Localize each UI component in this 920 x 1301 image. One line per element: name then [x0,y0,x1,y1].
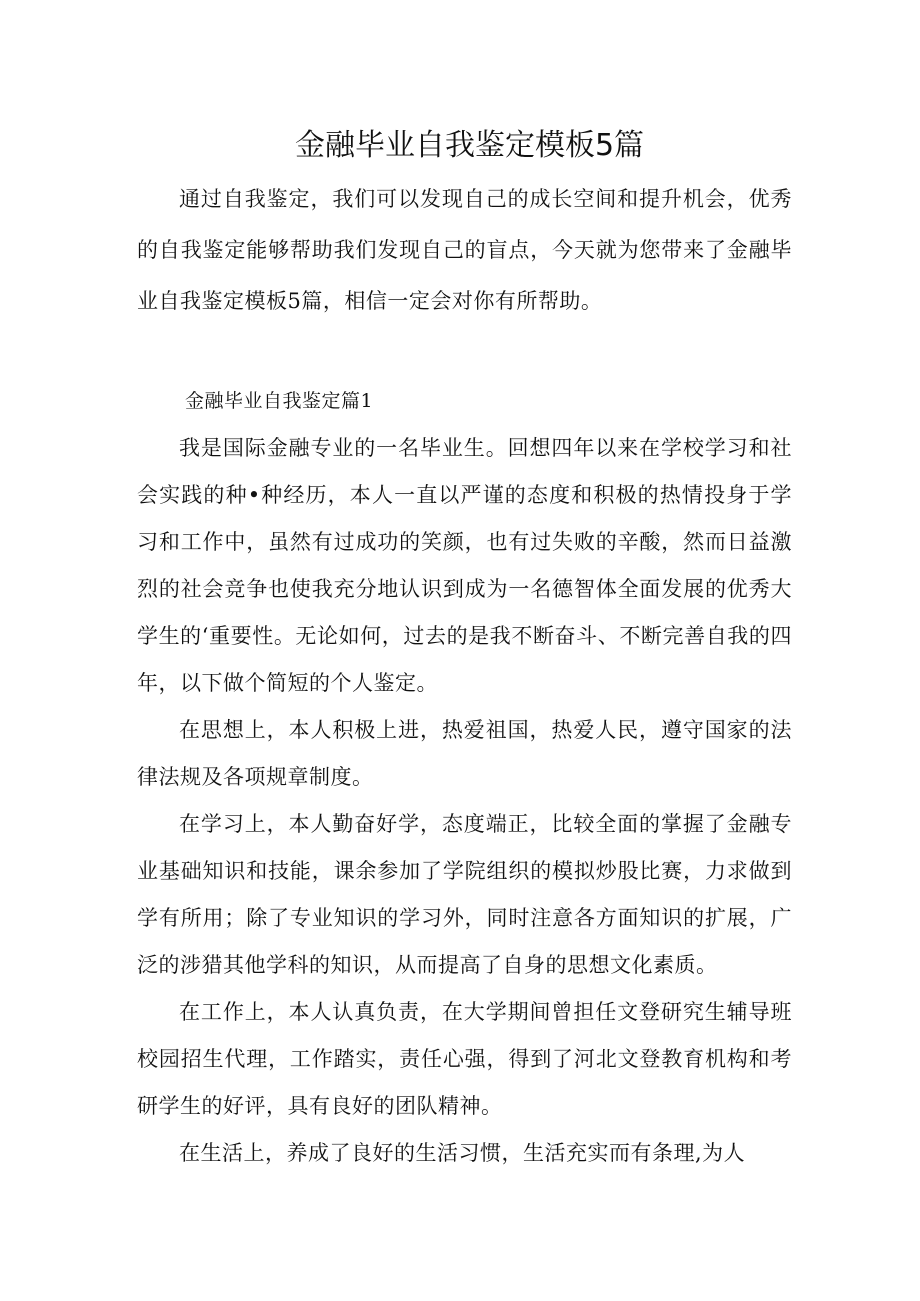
document-title: 金融毕业自我鉴定模板5篇 [294,128,645,163]
body-paragraph: 在生活上，养成了良好的生活习惯，生活充实而有条理,为人 [179,1141,746,1165]
body-paragraph: 在工作上，本人认真负责，在大学期间曾担任文登研究生辅导班校园招生代理，工作踏实，责任心强，得到了河北文登教育机构和考研学生的好评，具有良好的团队精神。 [137,1000,792,1118]
body-paragraph: 我是国际金融专业的一名毕业生。回想四年以来在学校学习和社会实践的种•种经历，本人一直以严谨的态度和积极的热情投身于学习和工作中，虽然有过成功的笑颜，也有过失败的辛酸，然而日益激烈的社会竞争也使我充分地认识到成为一名德智体全面发展的优秀大学生的‘重要性。无论如何，过去的是我不断奋斗、不断完善自我的四年，以下做个简短的个人鉴定。 [137,436,792,695]
body-paragraph: 在思想上，本人积极上进，热爱祖国，热爱人民，遵守国家的法律法规及各项规章制度。 [137,718,792,789]
body-paragraph: 在学习上，本人勤奋好学，态度端正，比较全面的掌握了金融专业基础知识和技能，课余参加了学院组织的模拟炒股比赛，力求做到学有所用；除了专业知识的学习外，同时注意各方面知识的扩展，广泛的涉猎其他学科的知识，从而提高了自身的思想文化素质。 [137,812,792,977]
intro-paragraph: 通过自我鉴定，我们可以发现自己的成长空间和提升机会，优秀的自我鉴定能够帮助我们发现自己的盲点，今天就为您带来了金融毕业自我鉴定模板5篇，相信一定会对你有所帮助。 [137,187,792,313]
section-body [137,425,792,1177]
section-heading: 金融毕业自我鉴定篇1 [185,390,374,412]
